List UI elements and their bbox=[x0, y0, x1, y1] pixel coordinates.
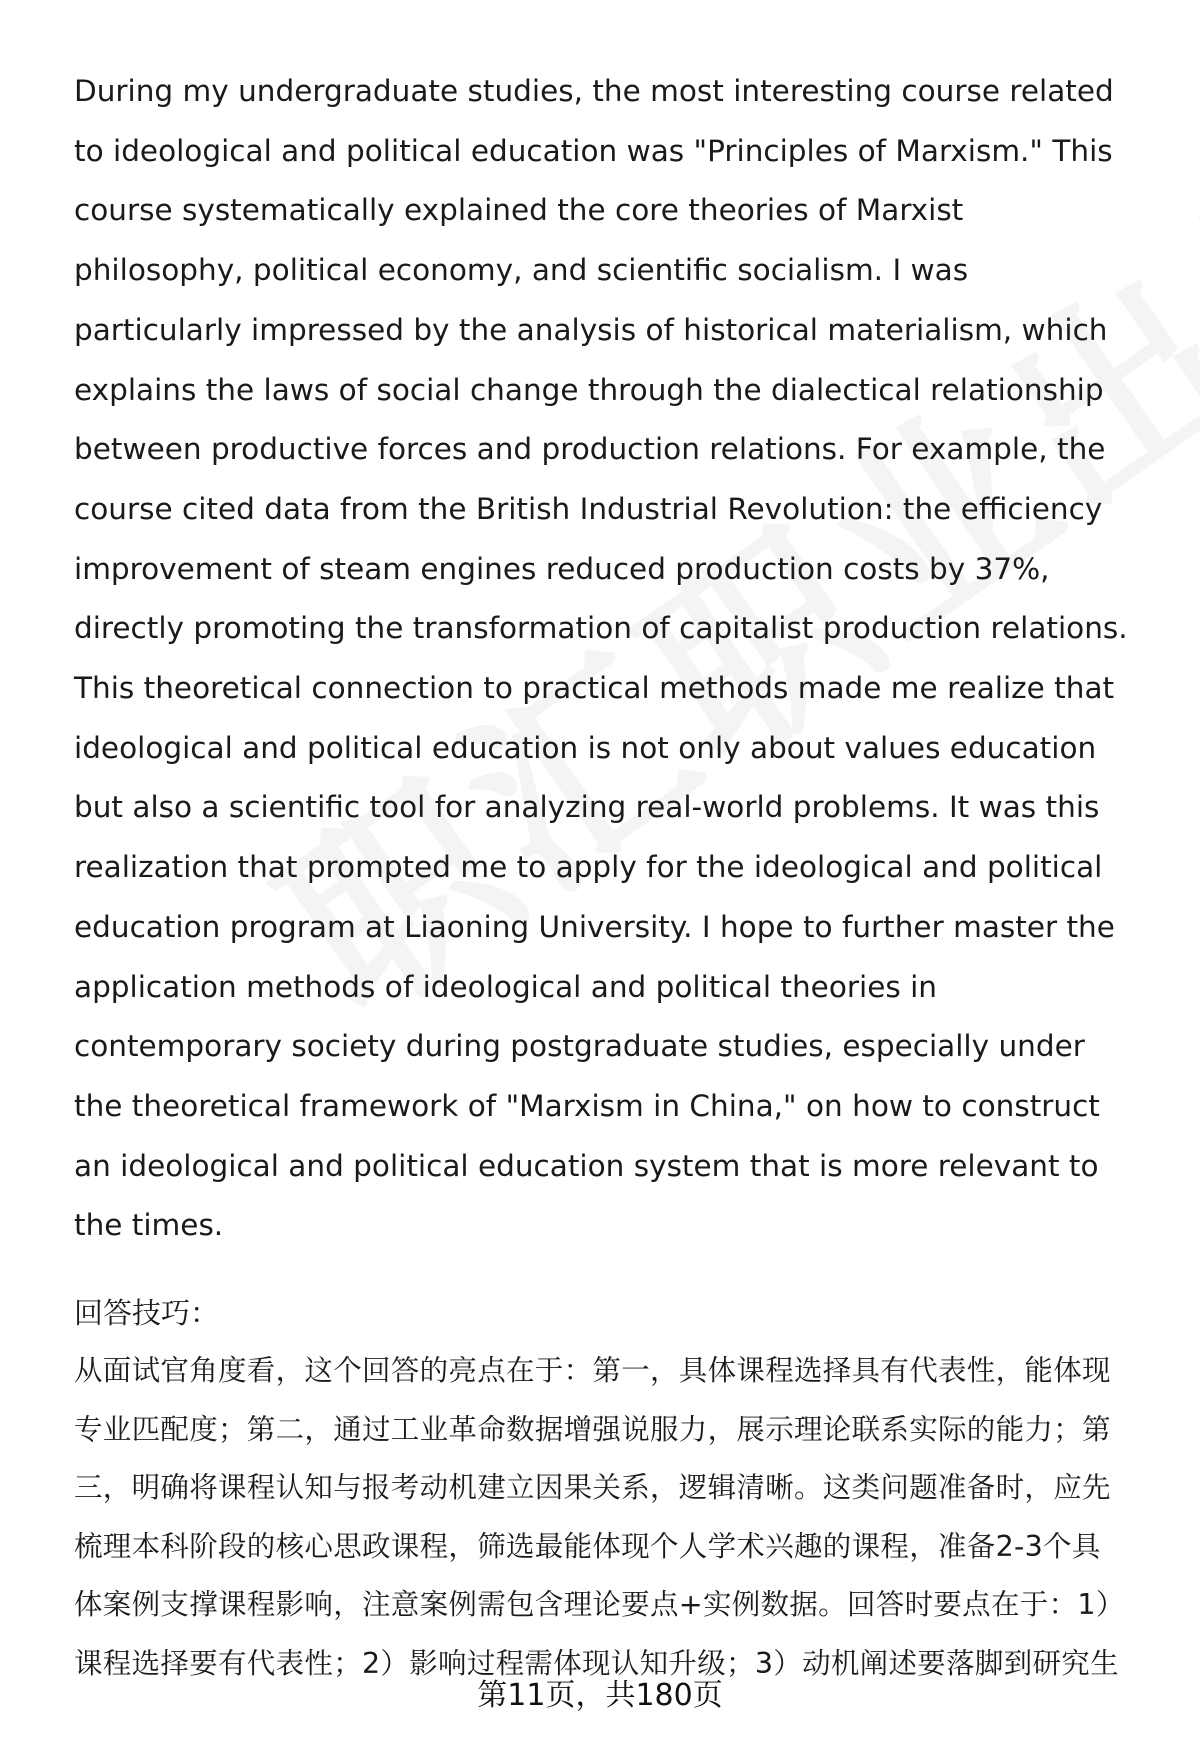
page-number: 第11页，共180页 bbox=[477, 1678, 723, 1713]
tips-heading: 回答技巧： bbox=[74, 1296, 220, 1331]
tips-paragraph: 从面试官角度看，这个回答的亮点在于：第一，具体课程选择具有代表性，能体现专业匹配度；第二，通过工业革命数据增强说服力，展示理论联系实际的能力；第三，明确将课程认知与报考动机建立因果关系，逻辑清晰。这类问题准备时，应先梳理本科阶段的核心思政课程，筛选最能体现个人学术兴趣的课程，准备2-3个具体案例支撑课程影响，注意案例需包含理论要点+实例数据。回答时要点在于：1）课程选择要有代表性；2）影响过程需体现认知升级；3）动机阐述要落脚到研究生 bbox=[74, 1354, 1125, 1680]
answer-paragraph: During my undergraduate studies, the most interesting course related to ideological and political education was "Principles of Marxism." This course systematically explained the core theories of Marxist philosophy, political economy, and scientific socialism. I was particularly impressed by the analysis of historical materialism, which explains the laws of social change through the dialectical relationship between productive forces and production relations. For example, the course cited data from the British Industrial Revolution: the efficiency improvement of steam engines reduced production costs by 37%, directly promoting the transformation of capitalist production relations. This theoretical connection to practical methods made me realize that ideological and political education is not only about values education but also a scientific tool for analyzing real-world problems. It was this realization that prompted me to apply for the ideological and political education program at Liaoning University. I hope to further master the application methods of ideological and political theories in contemporary society during postgraduate studies, especially under the theoretical framework of "Marxism in China," on how to construct an ideological and political education system that is more relevant to the times. bbox=[74, 74, 1128, 1243]
